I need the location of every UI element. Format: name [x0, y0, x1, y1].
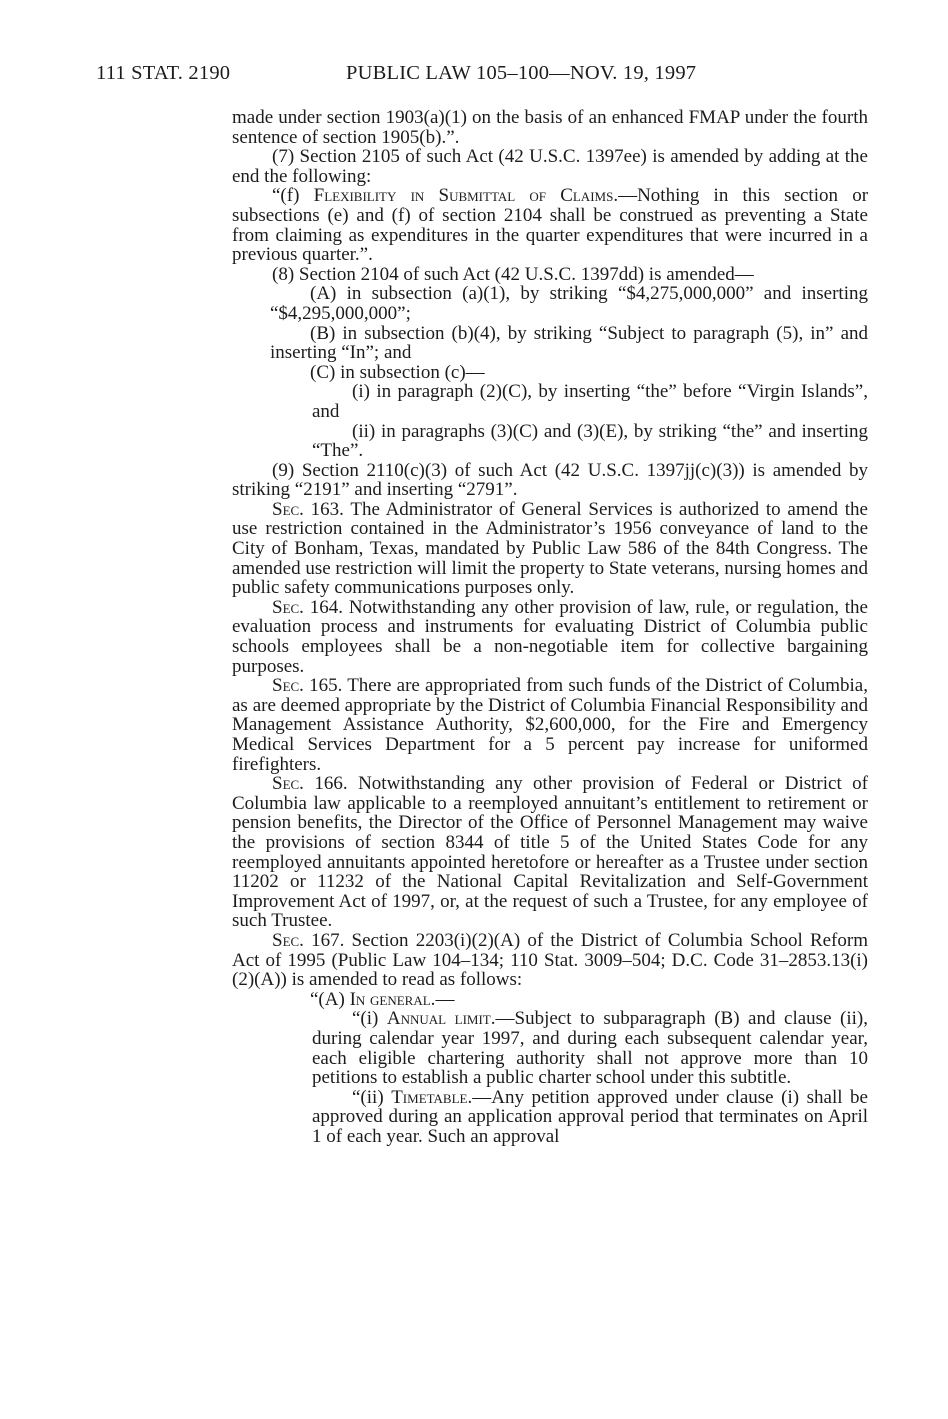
subparagraph-a: [270, 990, 868, 1010]
section-label: Sec. 165.: [272, 675, 343, 697]
section-text: Section 2203(i)(2)(A) of the District of Columbia School Reform Act of 1995 (Public Law 104–134; 110 Stat. 3009–504; D.C. Code 31–2853.13(i)(2)(A)) is amended to read as follows:: [232, 929, 868, 991]
section-166: [232, 774, 868, 931]
section-163: [232, 500, 868, 598]
paragraph: (9) Section 2110(c)(3) of such Act (42 U.S.C. 1397jj(c)(3)) is amended by striking “2191” and inserting “2791”.: [232, 459, 868, 501]
quote-open: “(f): [272, 185, 314, 207]
paragraph: (ii) in paragraphs (3)(C) and (3)(E), by striking “the” and inserting “The”.: [312, 420, 868, 462]
paragraph: made under section 1903(a)(1) on the basis of an enhanced FMAP under the fourth sentence of section 1905(b).”.: [232, 107, 868, 148]
subparagraph-heading: In general.: [349, 988, 436, 1010]
section-label: Sec. 166.: [272, 773, 348, 795]
paragraph: (i) in paragraph (2)(C), by inserting “the” before “Virgin Islands”, and: [312, 381, 868, 422]
quote-open: “(ii): [352, 1086, 392, 1108]
section-text: Notwithstanding any other provision of law, rule, or regulation, the evaluation process and instruments for evaluating District of Columbia public schools employees shall be a non-negotiable item for collective bargaining purposes.: [232, 596, 868, 677]
dash: —: [435, 988, 455, 1010]
page-header: [96, 62, 796, 86]
paragraph: (B) in subsection (b)(4), by striking “Subject to paragraph (5), in” and inserting “In”; and: [270, 322, 868, 364]
section-164: [232, 598, 868, 676]
clause-i: [312, 1009, 868, 1087]
quote-open: “(A): [310, 988, 350, 1010]
quote-open: “(i): [352, 1008, 387, 1030]
clause-text: —Any petition approved under clause (i) shall be approved during an application approval period that terminates on April 1 of each year. Such an approval: [312, 1086, 868, 1147]
section-167: [232, 931, 868, 990]
paragraph: (A) in subsection (a)(1), by striking “$4,275,000,000” and inserting “$4,295,000,000”;: [270, 283, 868, 324]
section-label: Sec. 164.: [272, 596, 343, 618]
law-citation: PUBLIC LAW 105–100—NOV. 19, 1997: [346, 62, 697, 84]
paragraph: [232, 186, 868, 264]
subsection-heading: Flexibility in Submittal of Claims.: [313, 185, 619, 207]
paragraph: (8) Section 2104 of such Act (42 U.S.C. 1397dd) is amended—: [272, 263, 754, 285]
section-text: The Administrator of General Services is authorized to amend the use restriction contained in the Administrator’s 1956 conveyance of land to the City of Bonham, Texas, mandated by Public Law 586 of the 84th Congress. The amended use restriction will limit the property to State veterans, nursing homes and public safety communications purposes only.: [232, 498, 868, 599]
clause-heading: Annual limit.: [386, 1008, 496, 1030]
section-text: There are appropriated from such funds of the District of Columbia, as are deemed appropriate by the District of Columbia Financial Responsibility and Management Assistance Authority, $2,600,000, for the Fire and Emergency Medical Services Department for a 5 percent pay increase for uniformed firefighters.: [232, 675, 868, 775]
subsection-text: —Nothing in this section or subsections (e) and (f) of section 2104 shall be construed as preventing a State from claiming as expenditures in the quarter expenditures that were incurred in a previous quarter.”.: [232, 185, 869, 266]
clause-ii: [312, 1088, 868, 1147]
paragraph: (7) Section 2105 of such Act (42 U.S.C. 1397ee) is amended by adding at the end the following:: [232, 146, 868, 187]
section-label: Sec. 163.: [272, 498, 344, 520]
paragraph: (C) in subsection (c)—: [310, 361, 485, 383]
page-body: [232, 108, 868, 1146]
section-165: [232, 676, 868, 774]
stat-citation: 111 STAT. 2190: [96, 62, 231, 84]
section-text: Notwithstanding any other provision of Federal or District of Columbia law applicable to a reemployed annuitant’s entitlement to retirement or pension benefits, the Director of the Office of Personnel Management may waive the provisions of section 8344 of title 5 of the United States Code for any reemployed annuitants appointed heretofore or hereafter as a Trustee under section 11202 or 11232 of the National Capital Revitalization and Self-Government Improvement Act of 1997, or, at the request of such a Trustee, for any employee of such Trustee.: [232, 773, 868, 932]
clause-heading: Timetable.: [391, 1086, 473, 1108]
clause-text: —Subject to subparagraph (B) and clause (ii), during calendar year 1997, and during each subsequent calendar year, each eligible chartering authority shall not approve more than 10 petitions to establish a public charter school under this subtitle.: [312, 1008, 868, 1089]
section-label: Sec. 167.: [272, 929, 345, 951]
